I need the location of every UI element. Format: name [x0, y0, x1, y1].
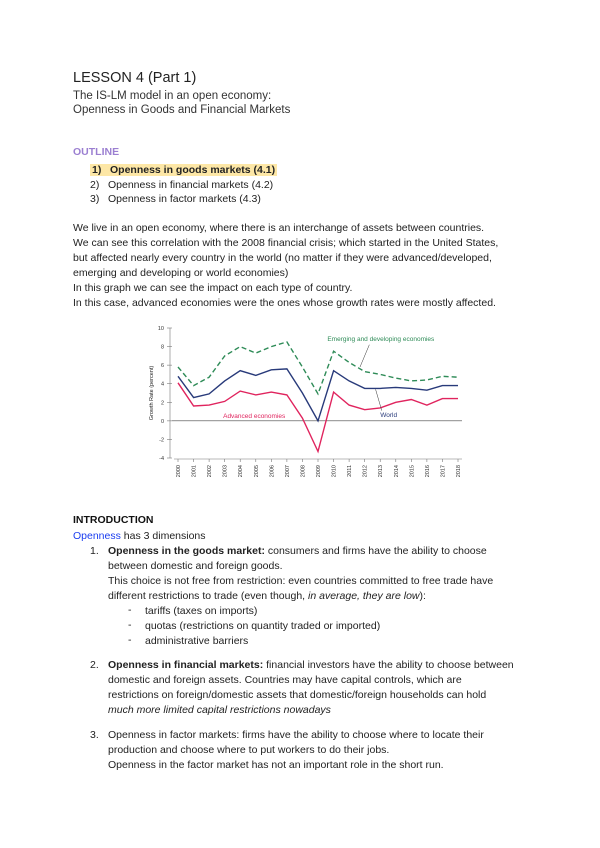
item-3-number: 3.	[90, 729, 99, 741]
x-tick-label: 2014	[393, 465, 400, 478]
outline-item-2	[90, 178, 273, 192]
x-tick-label: 2007	[284, 465, 291, 478]
introduction-lead-rest: has 3 dimensions	[120, 530, 206, 542]
y-tick-label: 4	[160, 381, 164, 388]
bullet-item: tariffs (taxes on imports)	[145, 605, 258, 617]
y-tick-label: 10	[157, 326, 164, 332]
openness-keyword: Openness	[73, 530, 121, 542]
x-tick-label: 2001	[191, 465, 198, 478]
x-tick-label: 2016	[424, 465, 431, 478]
y-axis-label: Growth Rate (percent)	[149, 365, 155, 421]
paragraph-line: In this graph we can see the impact on each type of country.	[73, 282, 353, 294]
item-1-bold: Openness in the goods market:	[108, 545, 265, 557]
x-tick-label: 2017	[440, 465, 447, 478]
item-1-line-4-italic: in average, they are low	[308, 590, 420, 602]
item-2-line-2: domestic and foreign assets. Countries may have capital controls, which are	[108, 674, 462, 686]
item-1-line-4-post: ):	[419, 590, 426, 602]
label-world: World	[380, 412, 398, 420]
x-tick-label: 2000	[176, 465, 182, 478]
item-2-italic: much more limited capital restrictions nowadays	[108, 704, 331, 716]
y-tick-label: -4	[159, 456, 164, 462]
y-tick-label: 8	[160, 344, 164, 351]
x-tick-label: 2018	[456, 465, 462, 478]
x-tick-label: 2004	[238, 465, 245, 478]
item-1-line-4-pre: different restrictions to trade (even though,	[108, 590, 309, 602]
x-tick-label: 2011	[347, 465, 354, 477]
paragraph-line: but affected nearly every country in the world (no matter if they were advanced/developed,	[73, 252, 492, 264]
item-3-line-2: production and choose where to put workers to do their jobs.	[108, 744, 390, 756]
x-tick-label: 2012	[362, 465, 369, 478]
x-tick-label: 2008	[300, 465, 307, 478]
x-tick-label: 2015	[409, 465, 416, 478]
outline-heading: OUTLINE	[73, 146, 120, 158]
item-1-line-3: This choice is not free from restriction: even countries committed to free trade have	[108, 575, 494, 587]
x-tick-label: 2013	[378, 465, 385, 478]
outline-item-1	[90, 163, 277, 177]
item-1-number: 1.	[90, 545, 99, 557]
leader-emerging	[360, 345, 369, 367]
introduction-heading: INTRODUCTION	[73, 514, 154, 526]
lesson-title: LESSON 4 (Part 1)	[73, 70, 197, 86]
bullet-dash: -	[128, 619, 132, 631]
paragraph-line: We live in an open economy, where there is an interchange of assets between countries.	[73, 222, 485, 234]
bullet-dash: -	[128, 604, 132, 616]
label-emerging: Emerging and developing economies	[327, 336, 435, 343]
item-2-number: 2.	[90, 659, 99, 671]
outline-item-3-num: 3)	[90, 193, 100, 205]
label-advanced: Advanced economies	[223, 413, 286, 421]
outline-item-3-label: Openness in factor markets (4.3)	[108, 193, 261, 205]
x-tick-label: 2009	[316, 465, 322, 478]
outline-item-3	[90, 192, 261, 206]
item-1-line-1	[108, 544, 487, 559]
item-2-line-1	[108, 658, 514, 673]
y-tick-label: -2	[159, 437, 164, 444]
item-3-line-1: Openness in factor markets: firms have the ability to choose where to locate their	[108, 729, 484, 741]
outline-item-2-label: Openness in financial markets (4.2)	[108, 179, 274, 191]
growth-rate-chart	[140, 318, 470, 493]
item-1-line-1-rest: consumers and firms have the ability to choose	[264, 545, 487, 557]
lesson-subtitle-line2: Openness in Goods and Financial Markets	[73, 104, 291, 116]
y-tick-label: 2	[160, 400, 164, 407]
series-line-emerging-and-developing-economies	[178, 342, 458, 394]
x-tick-label: 2002	[207, 465, 214, 478]
outline-item-1-label: Openness in goods markets (4.1)	[110, 164, 276, 176]
outline-item-2-num: 2)	[90, 179, 100, 191]
paragraph-line: emerging and developing or world economies)	[73, 267, 289, 279]
introduction-lead	[73, 529, 206, 544]
bullet-dash: -	[128, 634, 132, 646]
outline-item-1-num: 1)	[92, 164, 102, 176]
item-3-line-3: Openness in the factor market has not an important role in the short run.	[108, 759, 444, 771]
bullet-item: administrative barriers	[145, 635, 249, 647]
item-1-line-2: between domestic and foreign goods.	[108, 560, 283, 572]
item-2-bold: Openness in financial markets:	[108, 659, 264, 671]
x-tick-label: 2003	[222, 465, 229, 478]
lesson-subtitle-line1: The IS-LM model in an open economy:	[73, 90, 272, 102]
paragraph-line: We can see this correlation with the 2008 financial crisis; which started in the United States,	[73, 237, 499, 249]
y-tick-label: 0	[160, 418, 164, 425]
item-2-line-3: restrictions on foreign/domestic assets that domestic/foreign households can hold	[108, 689, 487, 701]
x-tick-label: 2010	[331, 465, 338, 478]
item-2-line-4	[108, 703, 331, 718]
y-tick-label: 6	[160, 363, 164, 370]
item-2-line-1-rest: financial investors have the ability to choose between	[263, 659, 514, 671]
item-1-line-4	[108, 589, 426, 604]
paragraph-line: In this case, advanced economies were the ones whose growth rates were mostly affected.	[73, 297, 496, 309]
x-tick-label: 2005	[253, 465, 260, 478]
x-tick-label: 2006	[269, 465, 276, 478]
bullet-item: quotas (restrictions on quantity traded or imported)	[145, 620, 381, 632]
